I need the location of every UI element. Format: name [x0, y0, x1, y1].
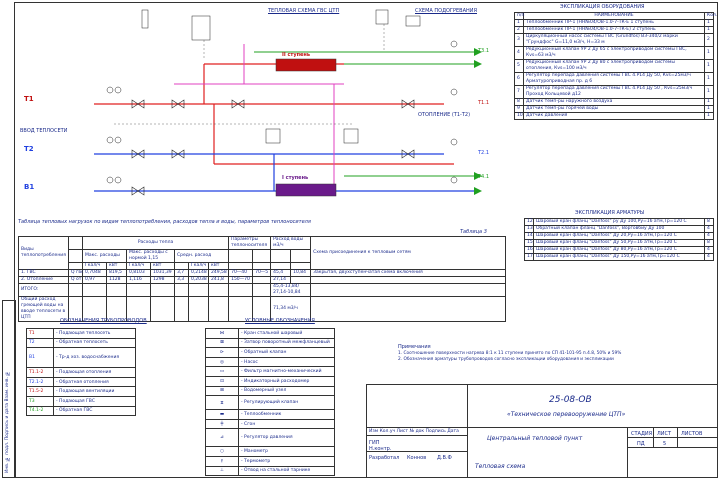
object-name: Центральный тепловой пункт: [487, 435, 583, 442]
role-nkontr: Н.контр.: [369, 446, 392, 452]
fittings-spec-title: ЭКСПЛИКАЦИЯ АРМАТУРЫ: [575, 210, 645, 216]
role-author: Разработал: [369, 455, 400, 461]
stage2-label: II ступень: [282, 52, 311, 58]
right-label-t3: Т3.1: [478, 48, 490, 54]
heat-exchanger-stage1: [276, 184, 336, 196]
sheets-header: ЛИСТОВ: [681, 431, 703, 437]
sheet-header: ЛИСТ: [657, 431, 672, 437]
heat-exchanger-stage2: [276, 59, 336, 71]
controller-box: [192, 16, 210, 40]
pipe-legend: Т1 - Подающая теплосеть Т2 - Обратная теплосеть В1 - Тр-д хоз. водоснабжения Т1.1-2 - Подающая отопления Т2.1-2 - Обратная отопления Т1.5-2 - Подающая вентиляции Т3 - Подающая ГВС Т4.1-2 - Обратная ГВС: [26, 328, 136, 416]
side-stamp: [2, 300, 16, 478]
load-table-caption: Таблица тепловых нагрузок по видам теплопотребления, расходов тепла и воды, параметров теплоносителя: [18, 219, 311, 225]
equipment-spec-title: ЭКСПЛИКАЦИЯ ОБОРУДОВАНИЯ: [560, 4, 645, 10]
author-name: Коннов: [407, 455, 427, 461]
stage1-label: I ступень: [282, 175, 309, 181]
heating-section-label: ОТОПЛЕНИЕ (Т1-Т2): [418, 112, 471, 118]
load-table-number: Таблица 3: [460, 229, 487, 235]
role-gip: ГИП: [369, 440, 380, 446]
load-table: Виды теплопотребления Расходы тепла Параметры теплоносителя Расход воды м3/ч Схема присоединения к тепловым сетям Макс. расходы Макс. расходы с нормой 1,15 Средн. расход Гкал/ч кВт Гкал/ч кВт Гкал/ч кВт 1. ГВС Q гвс 0,7048 819,5 0,8103 1031,39 3,7 0,2148 249,58 70—40 70—5 45,4 10,84 Закрытая, двухступенчатая схема включения 2. Отопление Q от 0,97 1128 1,116 1298 3,3 0,2038 241,8 150—70 27,14 ИТОГО: 45,4-13,84/ 27,14-10,84 Общий расход греющей воды на вводе теплосети в ЦТП 71,34 м3/ч: [18, 236, 506, 322]
fittings-spec-table: 12 Шаровый кран фланц "Danfoss" ру Ду 100,Ру=16 атм,Тр=120 С 8 13 Обратный клапан фланц "Danfoss", Ворговбиу Ду 100 4 14 Шаровый кран фланц "Danfoss" Ду 20,Ру=16 атм,Тр=120 С 4 15 Шаровый кран фланц "Danfoss" Ду 50,Ру=16 атм,Тр=120 С 8 16 Шаровый кран фланц "Danfoss" Ду 80,Ру=16 атм,Тр=120 С 4 17 Шаровый кран фланц "Danfoss" Ду 150,Ру=16 атм,Тр=120 С 4: [524, 218, 714, 261]
heating-scheme-label: СХЕМА ПОДОГРЕВАНИЯ: [415, 8, 477, 14]
stage-header: СТАДИЯ: [631, 431, 653, 437]
right-label-t4: Т4.1: [478, 174, 490, 180]
symbol-legend-title: УСЛОВНЫЕ ОБОЗНАЧЕНИЯ: [245, 318, 315, 324]
note-1: 1. Соотношение поверхности нагрева 8:1 к 11 ступени принято по СП 41-101-95 п.4.8, 50% и 59%: [398, 351, 622, 356]
thermal-scheme: [14, 4, 504, 216]
stage-value: ПД: [637, 441, 645, 447]
sheet-value: 5: [663, 441, 667, 447]
drawing-code: 25-08-ОВ: [549, 395, 592, 405]
project-name: «Техническое перевооружение ЦТП»: [507, 411, 626, 418]
right-label-t2: Т2.1: [478, 150, 490, 156]
symbol-legend: ⋈ - Кран стальной шаровый ⊠ - Затвор поворотный межфланцевый ⊳ - Обратный клапан ◎ - Насос ▭ - Фильтр магнитно-механический ⊡ - Индикаторный расходомер ⊞ - Водомерный узел ⧖ - Регулирующий клапан ▬ - Теплообменник ╪ - Сгон ⊿ - Регулятор давления ○ - Манометр ⫯ - Термометр ⊥ - Отвод на стальной тарнике: [205, 328, 335, 476]
title-block: 25-08-ОВ «Техническое перевооружение ЦТП» Изм Кол.уч Лист № док Подпись Дата ГИП Н.контр. Разработал Коннов Д.В.Ф Центральный тепловой пункт Тепловая схема СТАДИЯ ЛИСТ ЛИСТОВ ПД 5: [366, 384, 717, 477]
right-label-t1: Т1.1: [478, 100, 490, 106]
note-2: 2. Обозначения арматуры трубопроводов согласно экспликации оборудования и экспликации: [398, 357, 614, 362]
side-stamp-text: Инв. № подл. Подпись и дата Взам. инв. №: [5, 370, 10, 473]
pipe-label-t2: Т2: [24, 145, 34, 153]
pipe-label-t1: Т1: [24, 95, 34, 103]
equipment-spec-table: п/п НАИМЕНОВАНИЕ Кол. 1 Теплообменник ПР-1 (НН№04/ОВ-1.0-7-ТК-Е 1 ступень 1 2 Теплообменник ПР-1 (НН№04/ОВ-1.0-7-ТК-Е) 2 ступень 1 3 Циркуляционный насос системы ГВС (Grundfos) ВЗ-340/2 марки "Грундфос" G=11,0 м3/ч, Н=33 м 2 4 Редукционный клапан УР 2 Ду 65 с электроприводом системы ГВС, Кvs=63 м3/ч 1 5 Редукционный клапан УР 2 Ду 80 с электроприводом системы отопления, Кvs=100 м3/ч 1 6 Регулятор перепада давления системы ГВС 4.Р14 Ду 50, Кvs=25м3/ч Арматуроприводная пр. д 6 1 7 Регулятор перепада давления системы ГВС 4.Р14 Ду 50 , Кvs=25м3/ч Проход Кольцевой д12 1 8 Датчик темп-ры наружного воздуха 1 9 Датчик темп-ры горячей воды 1 10 Датчик давления 1: [514, 12, 714, 120]
pipe-label-v1: В1: [24, 183, 35, 191]
drawing-name: Тепловая схема: [475, 463, 526, 470]
author-sign: Д.В.Ф: [437, 455, 452, 461]
scheme-title: ТЕПЛОВАЯ СХЕМА ГВС ЦТП: [268, 8, 340, 14]
notes-title: Примечания: [398, 344, 431, 350]
heat-input-label: ВВОД ТЕПЛОСЕТИ: [20, 128, 68, 134]
pipe-legend-title: ОБОЗНАЧЕНИЯ ТРУБОПРОВОДОВ: [60, 318, 147, 324]
